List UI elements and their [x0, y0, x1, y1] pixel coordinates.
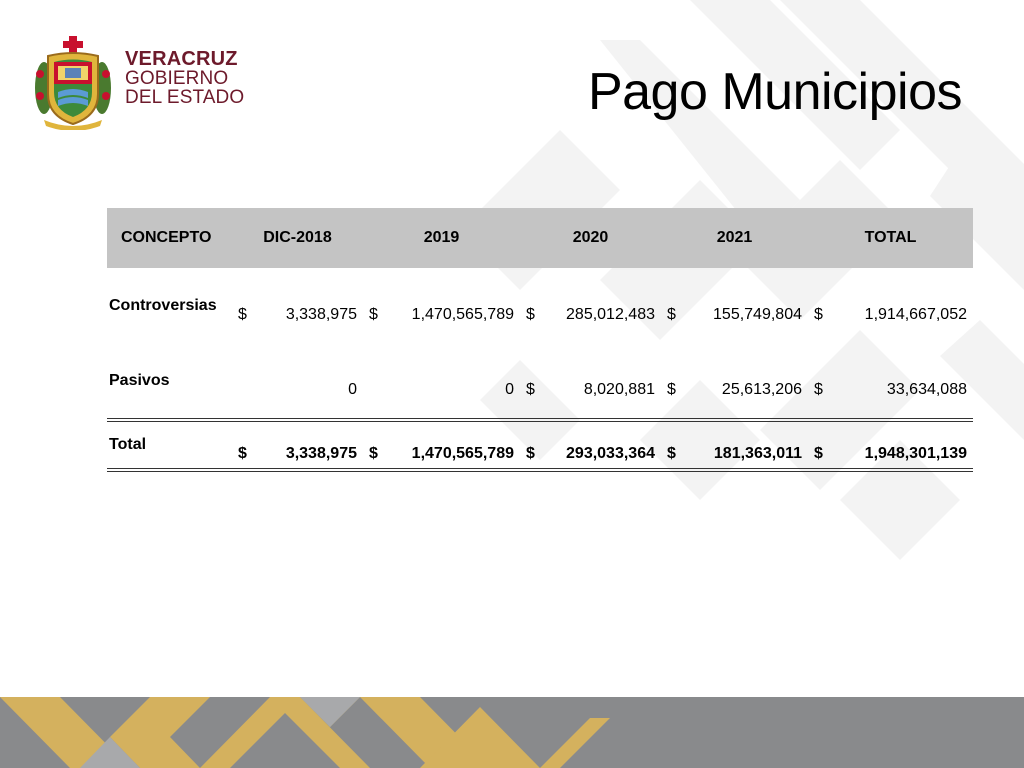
- currency-symbol: $: [369, 445, 378, 462]
- currency-symbol: $: [667, 445, 676, 462]
- cell-value: [808, 344, 973, 420]
- amount: 33,634,088: [886, 381, 967, 398]
- cell-value: [661, 420, 808, 470]
- veracruz-logo: [30, 34, 260, 134]
- amount: 0: [348, 381, 357, 398]
- currency-symbol: $: [238, 306, 247, 323]
- cell-value: [661, 344, 808, 420]
- amount: 1,470,565,789: [411, 445, 514, 462]
- table-header-row: [107, 208, 973, 268]
- currency-symbol: $: [369, 306, 378, 323]
- currency-symbol: $: [526, 306, 535, 323]
- cell-value: [232, 344, 363, 420]
- amount: 181,363,011: [713, 445, 802, 462]
- table-row: [107, 344, 973, 420]
- header-2019: 2019: [363, 208, 520, 268]
- page-title: Pago Municipios: [587, 63, 962, 121]
- logo-wordmark: [125, 50, 244, 107]
- cell-value: [808, 420, 973, 470]
- cell-value: [520, 344, 661, 420]
- currency-symbol: $: [526, 381, 535, 398]
- amount: 1,948,301,139: [864, 445, 967, 462]
- cell-value: [363, 268, 520, 344]
- cell-value: [232, 420, 363, 470]
- logo-line-veracruz: VERACRUZ: [125, 48, 238, 70]
- cell-value: [363, 420, 520, 470]
- cell-value: [520, 420, 661, 470]
- cell-value: [232, 268, 363, 344]
- coat-of-arms-icon: [30, 34, 116, 130]
- payments-table: [107, 208, 973, 472]
- cell-value: [808, 268, 973, 344]
- row-label-pasivos: Pasivos: [109, 372, 170, 389]
- row-label-controversias: Controversias: [109, 297, 217, 314]
- currency-symbol: $: [814, 381, 823, 398]
- cell-value: [520, 268, 661, 344]
- cell-value: [363, 344, 520, 420]
- currency-symbol: $: [814, 306, 823, 323]
- currency-symbol: $: [667, 381, 676, 398]
- amount: 155,749,804: [713, 306, 802, 323]
- header-dic-2018: DIC-2018: [232, 208, 363, 268]
- header-2020: 2020: [520, 208, 661, 268]
- amount: 0: [505, 381, 514, 398]
- currency-symbol: $: [526, 445, 535, 462]
- amount: 3,338,975: [285, 445, 357, 462]
- logo-line-del-estado: DEL ESTADO: [125, 87, 245, 108]
- footer-band: [0, 697, 1024, 768]
- amount: 285,012,483: [566, 306, 655, 323]
- amount: 3,338,975: [285, 306, 357, 323]
- table-row: [107, 268, 973, 344]
- logo-line-gobierno: GOBIERNO: [125, 68, 229, 89]
- amount: 1,914,667,052: [864, 306, 967, 323]
- currency-symbol: $: [814, 445, 823, 462]
- amount: 293,033,364: [566, 445, 655, 462]
- header-concepto: CONCEPTO: [107, 208, 232, 268]
- cell-value: [661, 268, 808, 344]
- table-total-row: [107, 420, 973, 470]
- header-total: TOTAL: [808, 208, 973, 268]
- currency-symbol: $: [238, 445, 247, 462]
- amount: 8,020,881: [583, 381, 655, 398]
- footer-chevron-pattern: [0, 697, 1024, 768]
- header-2021: 2021: [661, 208, 808, 268]
- currency-symbol: $: [667, 306, 676, 323]
- amount: 25,613,206: [721, 381, 802, 398]
- row-label-total: Total: [107, 420, 232, 470]
- amount: 1,470,565,789: [411, 306, 514, 323]
